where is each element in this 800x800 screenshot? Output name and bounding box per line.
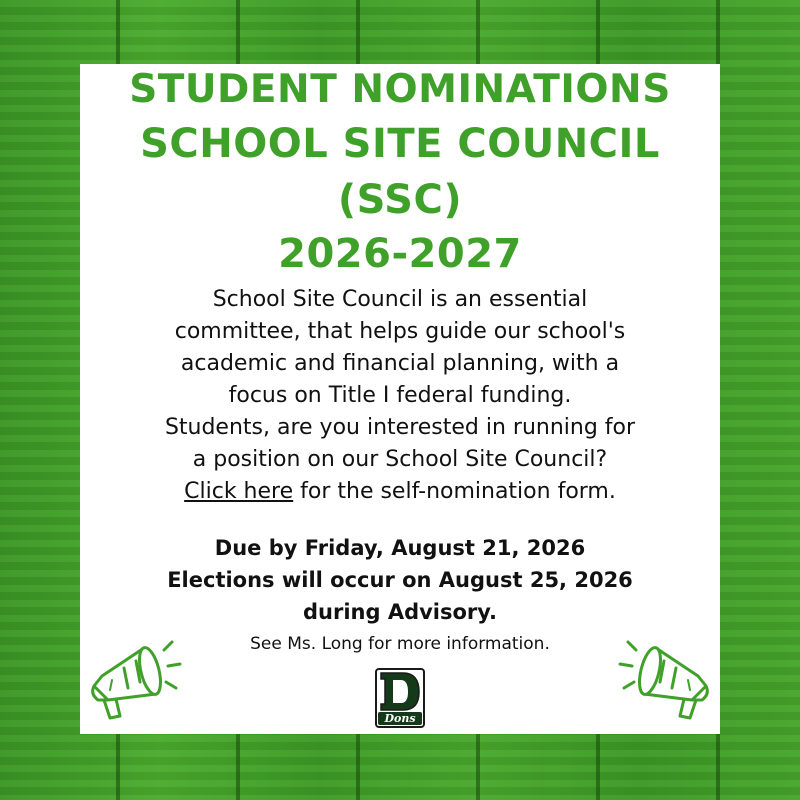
headline-line-2: SCHOOL SITE COUNCIL bbox=[140, 121, 660, 167]
nomination-form-link[interactable]: Click here bbox=[184, 479, 294, 504]
description-line-5: Students, are you interested in running for bbox=[164, 415, 636, 440]
description-line-3: academic and financial planning, with a bbox=[180, 351, 620, 376]
headline-line-4: 2026-2027 bbox=[278, 231, 522, 277]
flyer-card bbox=[80, 64, 720, 734]
logo-script-text: Dons bbox=[384, 712, 416, 725]
deadline-line-1: Due by Friday, August 21, 2026 bbox=[214, 536, 586, 560]
contact-note: See Ms. Long for more information. bbox=[250, 634, 550, 654]
description-line-7 bbox=[100, 476, 700, 508]
deadline-line-3: during Advisory. bbox=[302, 600, 498, 624]
description-line-4: focus on Title I federal funding. bbox=[228, 383, 572, 408]
description-line-1: School Site Council is an essential bbox=[212, 287, 588, 312]
description-line-2: committee, that helps guide our school's bbox=[174, 319, 626, 344]
deadline-line-2: Elections will occur on August 25, 2026 bbox=[167, 568, 633, 592]
description-line-6: a position on our School Site Council? bbox=[192, 447, 608, 472]
headline-line-3: (SSC) bbox=[337, 177, 463, 223]
megaphone-icon bbox=[84, 624, 184, 724]
deadline-block bbox=[90, 532, 710, 628]
headline-line-1: STUDENT NOMINATIONS bbox=[129, 67, 671, 112]
description bbox=[100, 284, 700, 508]
megaphone-icon bbox=[616, 624, 716, 724]
description-line-7-rest: for the self-nomination form. bbox=[293, 479, 616, 504]
dons-logo-icon bbox=[374, 668, 426, 730]
